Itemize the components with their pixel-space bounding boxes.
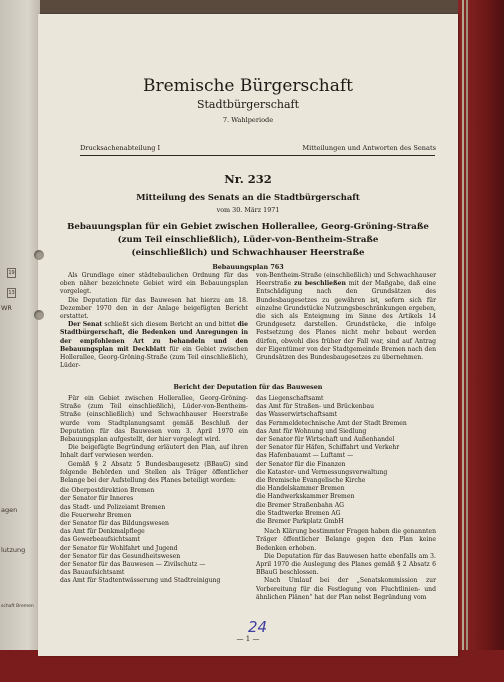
text: von-Bentheim-Straße (einschließlich) und Schwachhauser Heerstraße [256, 272, 436, 288]
list-item: die Handwerkskammer Bremen [256, 493, 355, 501]
underlying-text-fragment: lutzung [1, 546, 26, 554]
list-item: das Stadt- und Polizeiamt Bremen [60, 503, 166, 511]
bold-text: Der Senat [68, 321, 103, 329]
list-item: der Senator für Häfen, Schiffahrt und Verkehr [256, 444, 400, 452]
intro-left-column [60, 272, 248, 370]
subject-line: (zum Teil einschließlich), Lüder-von-Bentheim-Straße [117, 235, 379, 245]
text: für ein Gebiet zwischen Hollerallee, Georg-Gröning-Straße (zum Teil einschließlich), Lüder- [60, 345, 248, 370]
paragraph: Die beigefügte Begründung erläutert den Plan, auf ihren Inhalt darf verwiesen werden. [60, 444, 248, 460]
paragraph: Als Grundlage einer städtebaulichen Ordnung für das oben näher bezeichnete Gebiet wird ein Bebauungsplan vorgelegt. [60, 272, 248, 296]
paragraph: Nach Klärung bestimmter Fragen haben die genannten Träger öffentlicher Belange gegen den Plan keine Bedenken erhoben. [256, 528, 436, 552]
list-item: die Oberpostdirektion Bremen [60, 487, 155, 495]
list-item: das Fernmeldetechnische Amt der Stadt Bremen [256, 419, 407, 427]
document-number: Nr. 232 [224, 172, 272, 186]
underlying-mark: WR [1, 304, 12, 312]
list-item: das Amt für Wohnung und Siedlung [256, 427, 367, 435]
list-item: das Amt für Straßen- und Brückenbau [256, 403, 375, 411]
section-label: Drucksachenabteilung I [80, 144, 161, 152]
underlying-mark: 13 [8, 290, 15, 296]
bold-text: zu beschließen [294, 280, 346, 288]
list-item: der Senator für das Bildungswesen [60, 520, 169, 528]
list-item: das Gewerbeaufsichtsamt [60, 536, 140, 544]
list-item: das Liegenschaftsamt [256, 395, 324, 402]
paragraph [60, 321, 248, 370]
report-right-column [256, 395, 436, 602]
document-date: vom 30. März 1971 [216, 206, 280, 214]
list-item: die Bremer Straßenbahn AG [256, 501, 344, 509]
list-item: das Amt für Stadtentwässerung und Stadtreinigung [60, 577, 221, 585]
paragraph: Die Deputation für das Bauwesen hatte ebenfalls am 3. April 1970 die Auslegung des Planes gemäß § 2 Absatz 6 BBauG beschlossen. [256, 552, 436, 577]
list-item: die Handelskammer Bremen [256, 485, 345, 493]
report-left-column [60, 395, 248, 586]
intro-right-column [256, 272, 436, 362]
underlying-mark: 19 [8, 270, 15, 276]
parliament-title: Bremische Bürgerschaft [143, 76, 353, 96]
list-item: das Bauaufsichtsamt [60, 569, 125, 577]
paragraph: Für ein Gebiet zwischen Hollerallee, Georg-Gröning-Straße (zum Teil einschließlich), Lüder-von-Bentheim-Straße (einschließlich) und Schwachhauser Heerstraße wurde vom Stadtplanungsamt gemäß Beschluß der Deputation für das Bauwesen vom 3. April 1970 ein Bebauungsplan aufgestellt, der hier vorgelegt wird. [60, 395, 248, 444]
binder-page-edge [462, 0, 464, 682]
text: mit der Maßgabe, daß eine Entschädigung nach den Grundsätzen des Bundesbaugesetzes zu gewähren ist, sofern sich für einzelne Grundstücke Nutzungsbeschränkungen ergeben, die sich als Enteignung im Sinne des Artikels 14 Grundgesetz darstellen. Grundstücke, die infolge Festsetzung des Planes nicht mehr bebaut werden dürfen, obwohl dies früher der Fall war, sind auf Antrag der Eigentümer von der Stadtgemeinde Bremen nach den Grundsätzen des Bundesbaugesetzes zu übernehmen. [256, 280, 436, 362]
list-item: die Bremer Parkplatz GmbH [256, 518, 344, 526]
subject-line: Bebauungsplan für ein Gebiet zwischen Hollerallee, Georg-Gröning-Straße [67, 222, 429, 232]
list-item: das Amt für Denkmalpflege [60, 528, 145, 536]
legislative-period: 7. Wahlperiode [222, 116, 274, 124]
paragraph: Gemäß § 2 Absatz 5 Bundesbaugesetz (BBauG) sind folgende Behörden und Stellen als Träger öffentlicher Belange bei der Aufstellung des Planes beteiligt worden: [60, 460, 248, 485]
list-item: der Senator für die Finanzen [256, 460, 346, 468]
list-item: die Feuerwehr Bremen [60, 511, 132, 519]
text: schließt sich diesem Bericht an und bittet [102, 321, 238, 329]
list-item: der Senator für Inneres [60, 495, 134, 503]
list-item: die Stadtwerke Bremen AG [256, 509, 341, 517]
paragraph: Die Deputation für das Bauwesen hat hierzu am 18. Dezember 1970 den in der Anlage beigefügten Bericht erstattet. [60, 296, 248, 321]
list-item: die Bremische Evangelische Kirche [256, 477, 366, 485]
paragraph [256, 272, 436, 362]
parliament-subtitle: Stadtbürgerschaft [196, 98, 300, 111]
binder-cover-right [458, 0, 504, 682]
punch-hole [34, 310, 44, 320]
document-page [38, 14, 458, 656]
bold-text: die Stadtbürgerschaft, die Bedenken und Anregungen in der empfohlenen Art zu behandeln und den Bebauungsplan mit Deckblatt [60, 321, 248, 353]
list-item: das Hafenbauamt — Luftamt — [256, 452, 354, 460]
list-item: der Senator für Wirtschaft und Außenhandel [256, 436, 395, 444]
list-item: die Kataster- und Vermessungsverwaltung [256, 468, 388, 476]
subject-line: (einschließlich) und Schwachhauser Heerstraße [131, 248, 365, 258]
underlying-text-fragment: agen [1, 506, 18, 514]
underlying-page [0, 0, 40, 682]
header-rule [80, 155, 435, 156]
document-heading: Mitteilung des Senats an die Stadtbürgerschaft [136, 192, 360, 202]
page-number: — 1 — [236, 635, 260, 643]
series-label: Mitteilungen und Antworten des Senats [302, 144, 436, 152]
report-title: Bericht der Deputation für das Bauwesen [173, 383, 323, 391]
binder-page-edge [466, 0, 468, 682]
list-item: der Senator für Wohlfahrt und Jugend [60, 544, 178, 552]
list-item: der Senator für das Bauwesen — Zivilschutz — [60, 561, 206, 569]
underlying-text-fragment: schaft Bremen [1, 604, 34, 609]
list-item: das Wasserwirtschaftsamt [256, 411, 338, 419]
paragraph: Nach Umlauf bei der „Senatskommission zur Vorbereitung für die Festlegung von Fluchtlinien- und ähnlichen Plänen“ hat der Plan nebst Begründung vom [256, 577, 436, 601]
plan-number: Bebauungsplan 763 [212, 263, 284, 271]
handwritten-number: 24 [248, 618, 268, 636]
list-item: der Senator für das Gesundheitswesen [60, 552, 181, 560]
